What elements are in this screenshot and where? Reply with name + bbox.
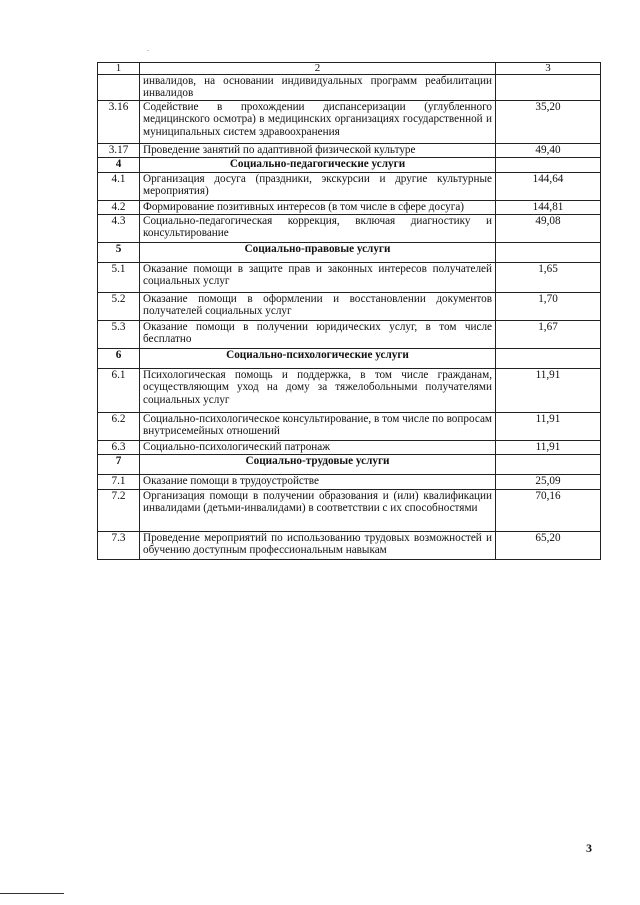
row-price: 11,91: [496, 441, 601, 455]
services-table: [97, 62, 601, 560]
row-price: 11,91: [496, 369, 601, 413]
table-row-5-2: [98, 293, 601, 321]
row-number: 7.1: [98, 475, 140, 490]
table-row-4-1: [98, 173, 601, 201]
row-price: 70,16: [496, 490, 601, 532]
row-number: 7.2: [98, 490, 140, 532]
section-title: Социально-трудовые услуги: [140, 455, 496, 475]
row-number: 4.3: [98, 215, 140, 243]
row-text: Социально-психологическое консультирование, в том числе по вопросам внутрисемейных отношений: [140, 413, 496, 441]
row-text: Организация досуга (праздники, экскурсии и другие культурные мероприятия): [140, 173, 496, 201]
section-title: Социально-правовые услуги: [140, 243, 496, 263]
row-price: 1,65: [496, 263, 601, 293]
table-row-6-3: [98, 441, 601, 455]
row-number: 3.16: [98, 101, 140, 144]
row-text: Оказание помощи в трудоустройстве: [140, 475, 496, 490]
table-row-7-3: [98, 532, 601, 560]
row-number: 6.1: [98, 369, 140, 413]
row-number: [98, 75, 140, 101]
header-col-1: 1: [98, 63, 140, 75]
section-row-4: [98, 158, 601, 173]
row-number: 5.2: [98, 293, 140, 321]
row-price: 49,08: [496, 215, 601, 243]
table-row-4-2: [98, 201, 601, 215]
row-text: Формирование позитивных интересов (в том числе в сфере досуга): [140, 201, 496, 215]
page-number: 3: [586, 841, 592, 855]
row-number: 5.3: [98, 321, 140, 349]
section-number: 4: [98, 158, 140, 173]
section-title: Социально-педагогические услуги: [140, 158, 496, 173]
row-text: Оказание помощи в защите прав и законных интересов получателей социальных услуг: [140, 263, 496, 293]
section-price: [496, 349, 601, 369]
row-number: 6.2: [98, 413, 140, 441]
row-price: 144,64: [496, 173, 601, 201]
row-text: Содействие в прохождении диспансеризации (углубленного медицинского осмотра) в медицинских организациях государственной и муниципальных систем здравоохранения: [140, 101, 496, 144]
row-text: Проведение занятий по адаптивной физической культуре: [140, 144, 496, 158]
scan-speck: .: [147, 44, 149, 53]
table-row-6-2: [98, 413, 601, 441]
table-row-3-17: [98, 144, 601, 158]
table-row-continuation: [98, 75, 601, 101]
table-row-7-1: [98, 475, 601, 490]
row-number: 5.1: [98, 263, 140, 293]
table-row-4-3: [98, 215, 601, 243]
row-price: 65,20: [496, 532, 601, 560]
row-price: 25,09: [496, 475, 601, 490]
row-number: 4.1: [98, 173, 140, 201]
row-number: 6.3: [98, 441, 140, 455]
row-text: Социально-педагогическая коррекция, включая диагностику и консультирование: [140, 215, 496, 243]
table-header-row: [98, 63, 601, 75]
row-text: Оказание помощи в получении юридических услуг, в том числе бесплатно: [140, 321, 496, 349]
row-text: Социально-психологический патронаж: [140, 441, 496, 455]
section-number: 6: [98, 349, 140, 369]
section-price: [496, 455, 601, 475]
header-col-3: 3: [496, 63, 601, 75]
section-title: Социально-психологические услуги: [140, 349, 496, 369]
row-text: Психологическая помощь и поддержка, в том числе гражданам, осуществляющим уход на дому за тяжелобольными получателями социальных услуг: [140, 369, 496, 413]
row-text: Организация помощи в получении образования и (или) квалификации инвалидами (детьми-инвалидами) в соответствии с их способностями: [140, 490, 496, 532]
section-row-6: [98, 349, 601, 369]
header-col-2: 2: [140, 63, 496, 75]
footer-rule: [0, 893, 64, 894]
row-text: инвалидов, на основании индивидуальных программ реабилитации инвалидов: [140, 75, 496, 101]
row-price: 11,91: [496, 413, 601, 441]
table-row-6-1: [98, 369, 601, 413]
row-price: 35,20: [496, 101, 601, 144]
section-row-5: [98, 243, 601, 263]
row-text: Проведение мероприятий по использованию трудовых возможностей и обучению доступным профессиональным навыкам: [140, 532, 496, 560]
row-number: 7.3: [98, 532, 140, 560]
row-price: [496, 75, 601, 101]
table-row-3-16: [98, 101, 601, 144]
row-price: 144,81: [496, 201, 601, 215]
table-row-5-3: [98, 321, 601, 349]
row-price: 1,70: [496, 293, 601, 321]
row-number: 3.17: [98, 144, 140, 158]
section-price: [496, 243, 601, 263]
section-number: 7: [98, 455, 140, 475]
row-text: Оказание помощи в оформлении и восстановлении документов получателей социальных услуг: [140, 293, 496, 321]
section-row-7: [98, 455, 601, 475]
row-price: 49,40: [496, 144, 601, 158]
row-number: 4.2: [98, 201, 140, 215]
row-price: 1,67: [496, 321, 601, 349]
table-row-7-2: [98, 490, 601, 532]
table-row-5-1: [98, 263, 601, 293]
section-price: [496, 158, 601, 173]
section-number: 5: [98, 243, 140, 263]
